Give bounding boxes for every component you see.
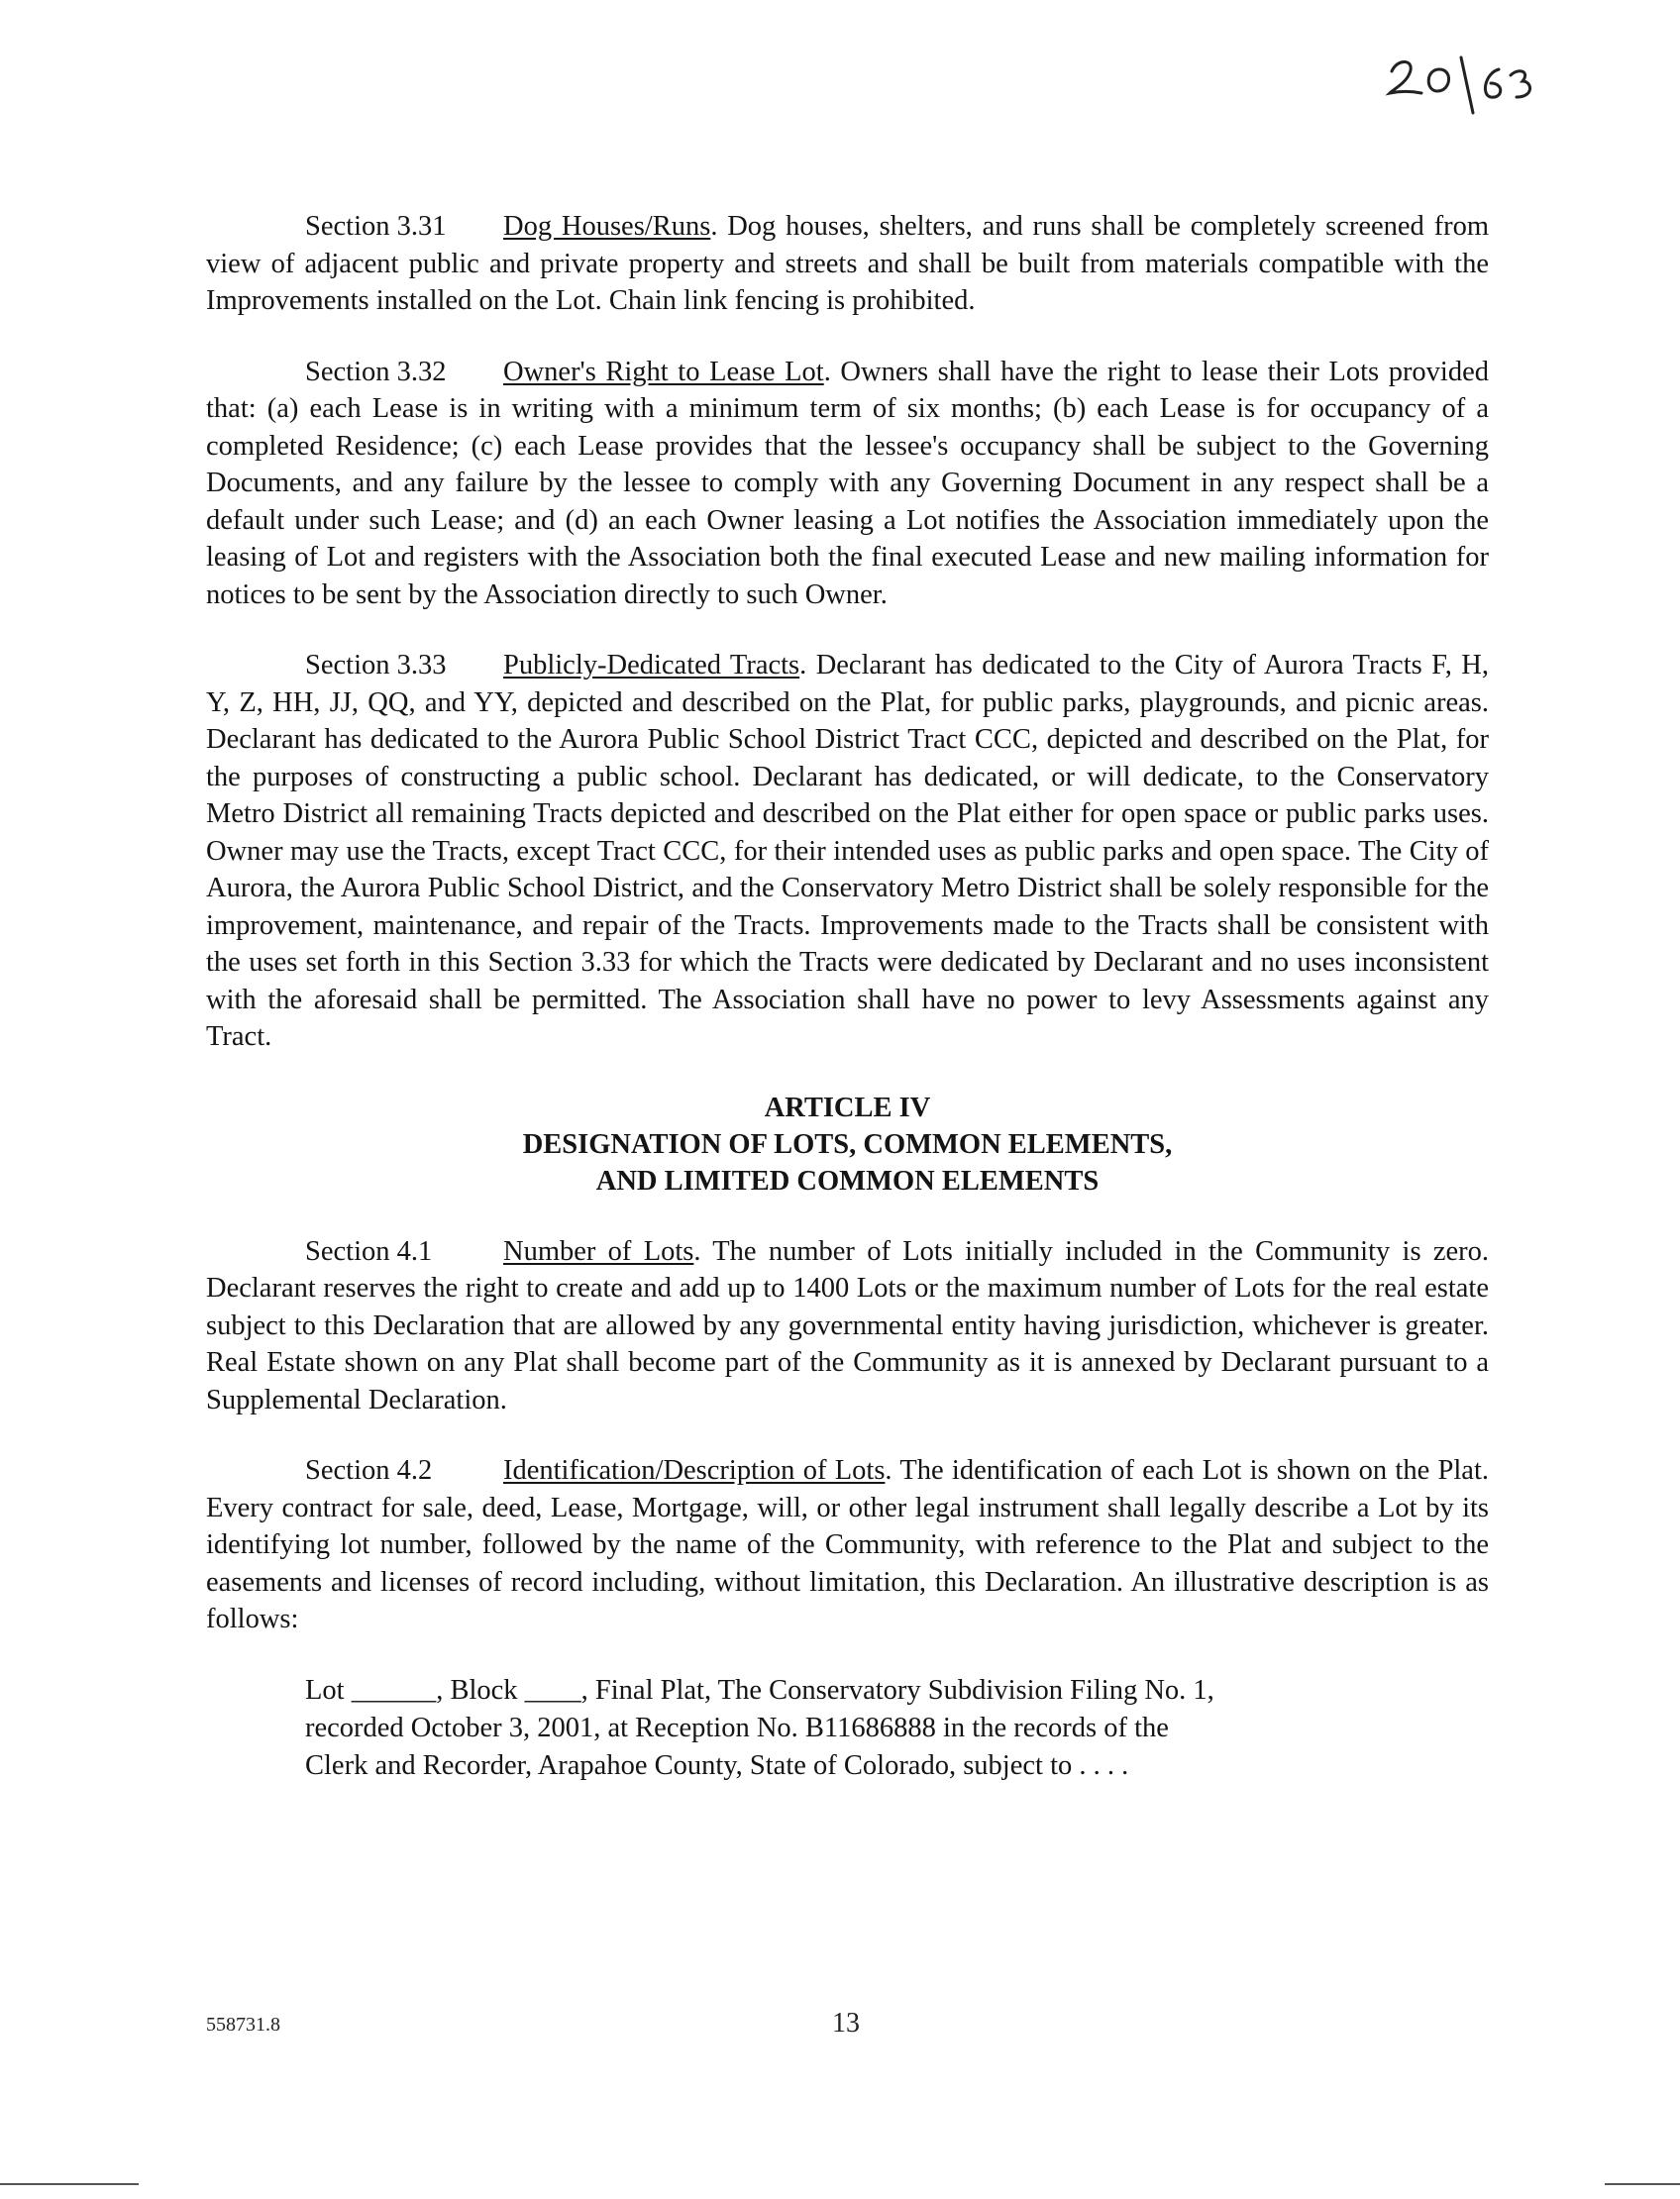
article-title-line-2: AND LIMITED COMMON ELEMENTS xyxy=(595,1165,1100,1197)
article-heading xyxy=(206,1090,1489,1200)
illustrative-lot-description xyxy=(305,1672,1395,1785)
section-text: . Declarant has dedicated to the City of Aurora Tracts F, H, Y, Z, HH, JJ, QQ, and YY, depicted and described on the Plat, for public parks, playgrounds, and picnic areas. Declarant has dedicated to the Aurora Public School District Tract CCC, depicted and described on the Plat, for the purposes of constructing a public school. Declarant has dedicated, or will dedicate, to the Conservatory Metro District all remaining Tracts depicted and described on the Plat either for open space or public parks uses. Owner may use the Tracts, except Tract CCC, for their intended uses as public parks and open space. The City of Aurora, the Aurora Public School District, and the Conservatory Metro District shall be solely responsible for the improvement, maintenance, and repair of the Tracts. Improvements made to the Tracts shall be consistent with the uses set forth in this Section 3.33 for which the Tracts were dedicated by Declarant and no uses inconsistent with the aforesaid shall be permitted. The Association shall have no power to levy Assessments against any Tract. xyxy=(206,650,1489,1052)
section-number: Section 3.31 xyxy=(305,211,447,242)
section-number: Section 3.32 xyxy=(305,356,447,387)
section-4-1 xyxy=(206,1233,1489,1419)
section-title: Publicly-Dedicated Tracts xyxy=(503,650,800,681)
section-text: . Dog houses, shelters, and runs shall be completely screened from view of adjacent public and private property and streets and shall be built from materials compatible with the Improvements installed on the Lot. Chain link fencing is prohibited. xyxy=(206,211,1489,316)
section-title: Number of Lots xyxy=(503,1235,694,1267)
example-line-3: Clerk and Recorder, Arapahoe County, State of Colorado, subject to . . . . xyxy=(305,1749,1129,1781)
document-body xyxy=(206,208,1489,1785)
section-title: Dog Houses/Runs xyxy=(503,211,711,242)
section-4-2 xyxy=(206,1452,1489,1638)
section-number: Section 4.2 xyxy=(305,1455,433,1486)
section-text: . The identification of each Lot is shown on the Plat. Every contract for sale, deed, Lease, Mortgage, will, or other legal instrument shall legally describe a Lot by its identifying lot number, followed by the name of the Community, with reference to the Plat and subject to the easements and licenses of record including, without limitation, this Declaration. An illustrative description is as follows: xyxy=(206,1455,1489,1634)
example-line-2: recorded October 3, 2001, at Reception No. B11686888 in the records of the xyxy=(305,1712,1169,1743)
section-3-31 xyxy=(206,208,1489,320)
page-number: 13 xyxy=(832,2008,860,2039)
article-title-line-1: DESIGNATION OF LOTS, COMMON ELEMENTS, xyxy=(522,1128,1173,1160)
section-text: . The number of Lots initially included in the Community is zero. Declarant reserves the right to create and add up to 1400 Lots or the maximum number of Lots for the real estate subject to this Declaration that are allowed by any governmental entity having jurisdiction, whichever is greater. Real Estate shown on any Plat shall become part of the Community as it is annexed by Declarant pursuant to a Supplemental Declaration. xyxy=(206,1235,1489,1415)
handwritten-note-drawing xyxy=(1382,40,1550,119)
scan-artifact-line xyxy=(1605,2183,1680,2185)
section-number: Section 4.1 xyxy=(305,1235,433,1267)
section-number: Section 3.33 xyxy=(305,650,447,681)
document-code: 558731.8 xyxy=(206,2014,280,2036)
section-text: . Owners shall have the right to lease their Lots provided that: (a) each Lease is in writing with a minimum term of six months; (b) each Lease is for occupancy of a completed Residence; (c) each Lease provides that the lessee's occupancy shall be subject to the Governing Documents, and any failure by the lessee to comply with any Governing Document in any respect shall be a default under such Lease; and (d) an each Owner leasing a Lot notifies the Association immediately upon the leasing of Lot and registers with the Association both the final executed Lease and new mailing information for notices to be sent by the Association directly to such Owner. xyxy=(206,356,1490,610)
article-number: ARTICLE IV xyxy=(764,1092,931,1123)
section-3-32 xyxy=(206,354,1489,614)
section-title: Identification/Description of Lots xyxy=(503,1455,886,1486)
section-title: Owner's Right to Lease Lot xyxy=(503,356,824,387)
section-3-33 xyxy=(206,647,1489,1056)
handwritten-page-note xyxy=(1382,40,1550,119)
scan-artifact-line xyxy=(0,2183,139,2185)
example-line-1: Lot ______, Block ____, Final Plat, The Conservatory Subdivision Filing No. 1, xyxy=(305,1674,1214,1706)
